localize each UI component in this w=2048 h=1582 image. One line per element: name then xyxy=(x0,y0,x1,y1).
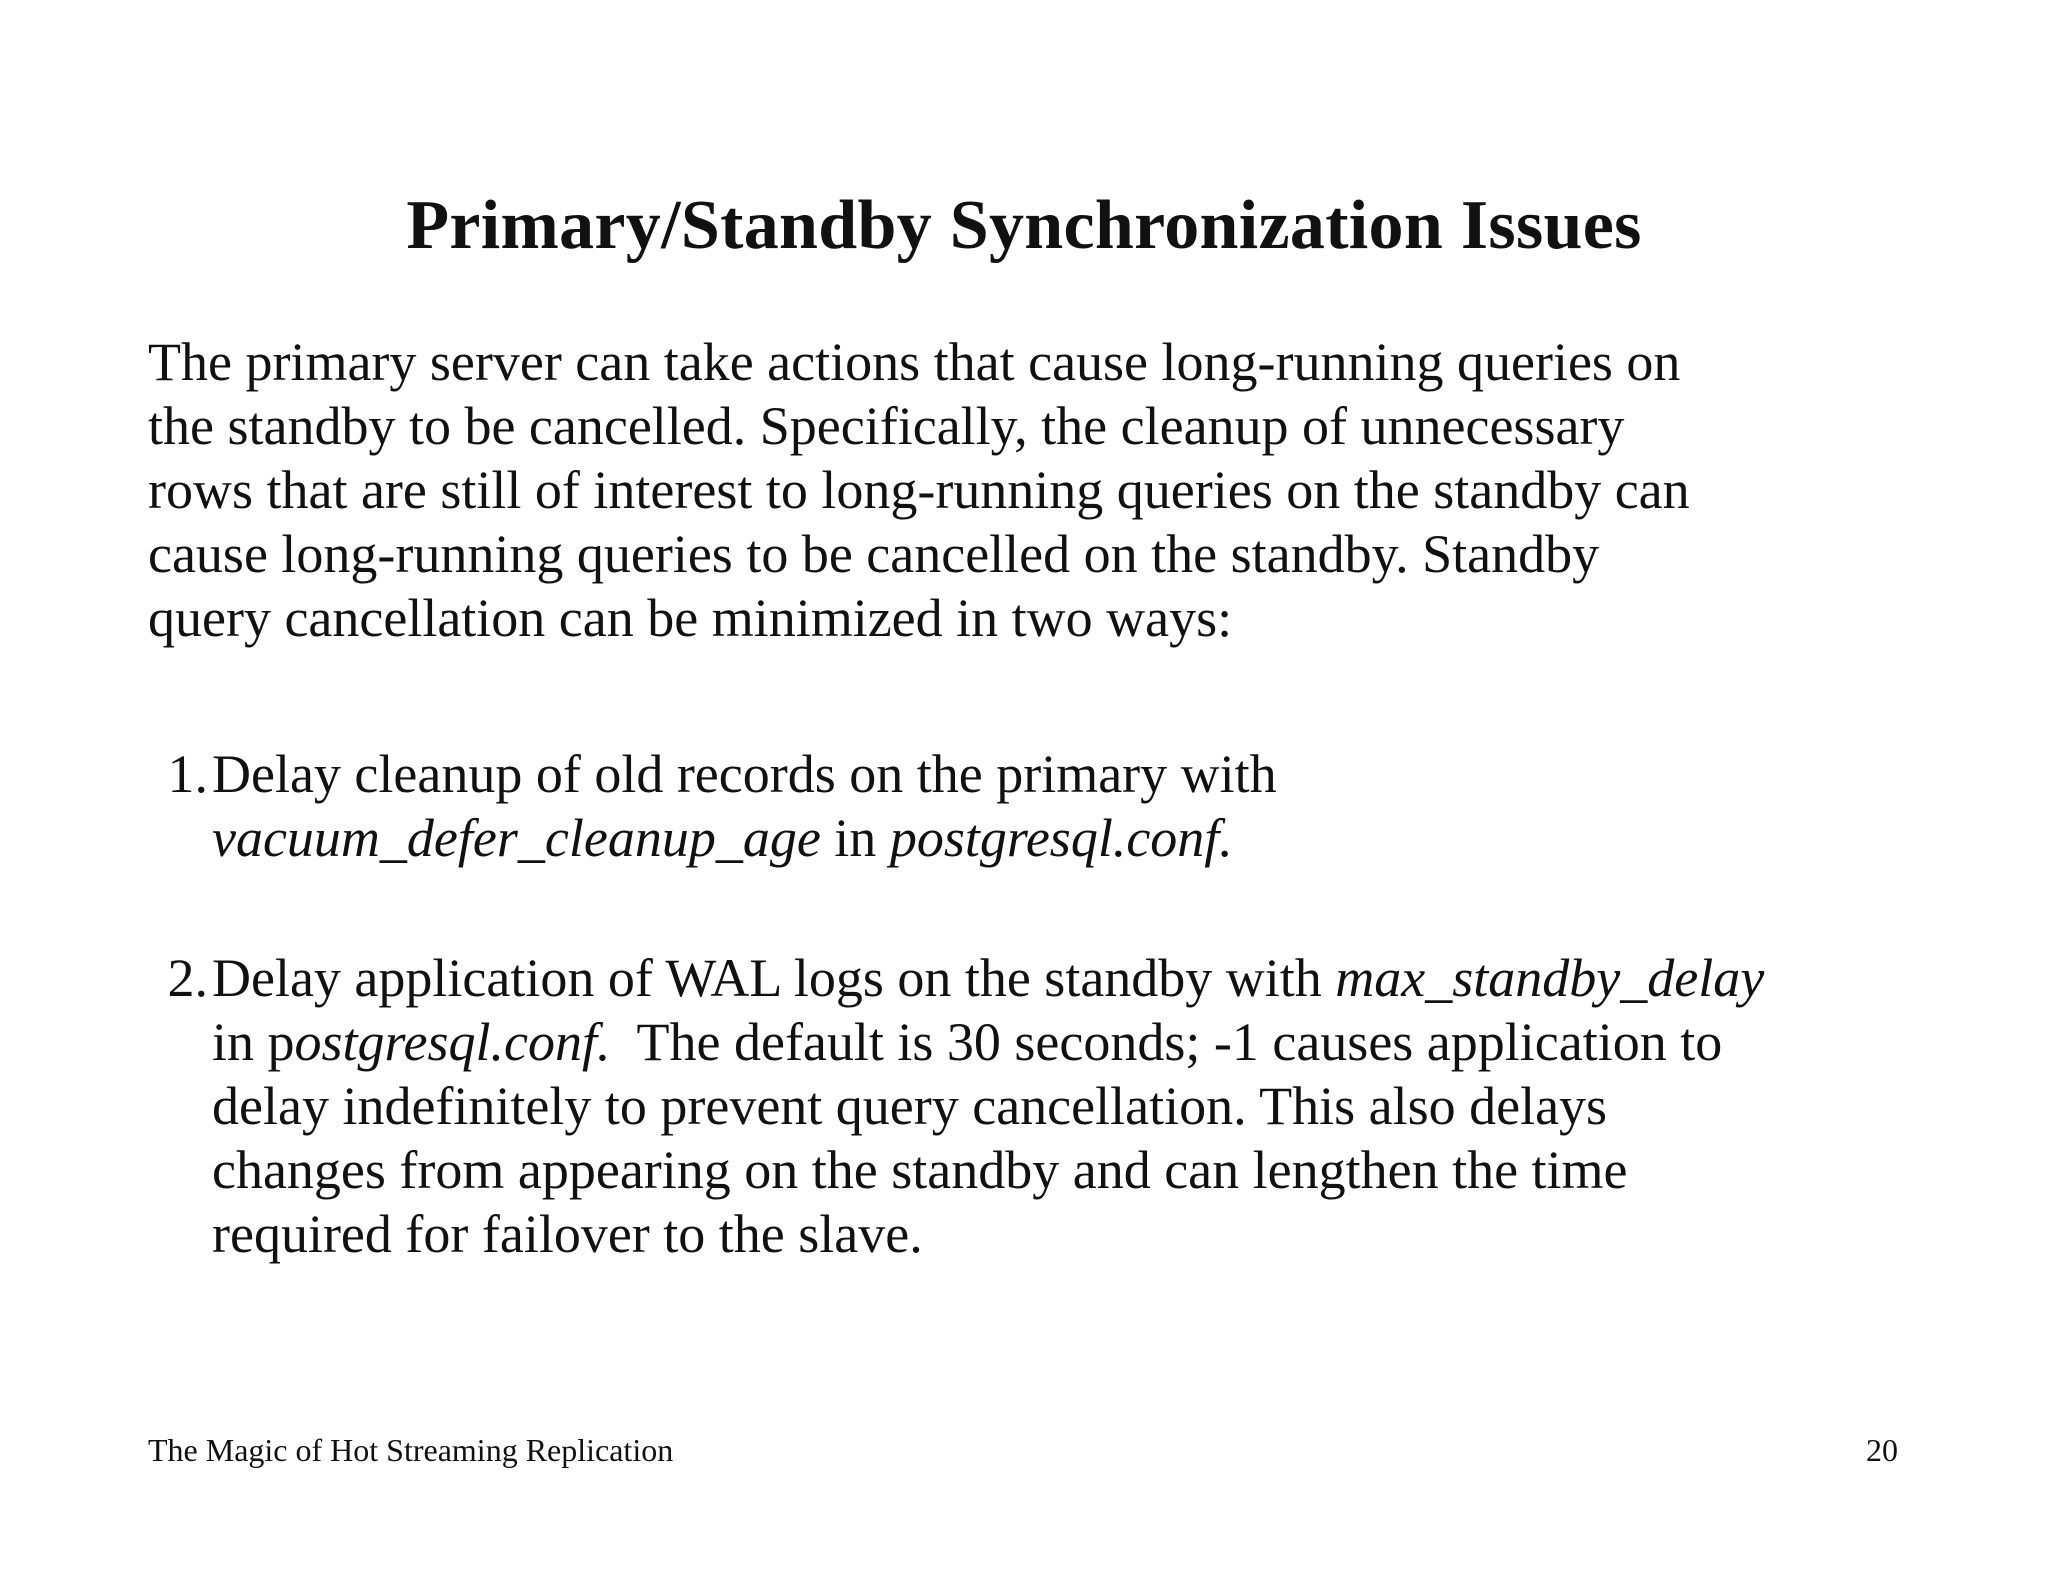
intro-line: query cancellation can be minimized in two ways: xyxy=(148,588,1233,648)
config-parameter: max_standby_delay xyxy=(1335,948,1765,1008)
config-file-name: postgresql.conf. xyxy=(889,808,1233,868)
connector-text: in xyxy=(820,808,890,868)
list-item-line: delay indefinitely to prevent query cancellation. This also delays xyxy=(212,1076,1608,1136)
list-item-body xyxy=(212,946,1932,1266)
list-item-line: required for failover to the slave. xyxy=(212,1204,923,1264)
line-text: Delay application of WAL logs on the standby with xyxy=(212,948,1336,1008)
line-text: The default is 30 seconds; -1 causes application to xyxy=(610,1012,1723,1072)
list-item-number: 2. xyxy=(167,948,208,1008)
slide-title: Primary/Standby Synchronization Issues xyxy=(406,187,1642,264)
list-item-line xyxy=(212,1010,1932,1074)
intro-line: the standby to be cancelled. Specifically, the cleanup of unnecessary xyxy=(148,396,1625,456)
config-file-name: ostgresql.conf. xyxy=(294,1012,611,1072)
intro-paragraph xyxy=(148,330,1908,650)
list-item-line xyxy=(212,946,1932,1010)
list-item-number: 1. xyxy=(167,744,208,804)
footer-presentation-title: The Magic of Hot Streaming Replication xyxy=(148,1432,674,1468)
list-item-line: changes from appearing on the standby and can lengthen the time xyxy=(212,1140,1628,1200)
line-text: in p xyxy=(212,1012,295,1072)
intro-line: rows that are still of interest to long-running queries on the standby can xyxy=(148,460,1690,520)
footer-page-number: 20 xyxy=(1866,1432,1898,1468)
list-item-line xyxy=(212,806,1932,870)
config-parameter: vacuum_defer_cleanup_age xyxy=(212,808,821,868)
list-item-body xyxy=(212,742,1932,870)
intro-line: The primary server can take actions that cause long-running queries on xyxy=(148,332,1681,392)
intro-line: cause long-running queries to be cancelled on the standby. Standby xyxy=(148,524,1600,584)
list-item-line: Delay cleanup of old records on the primary with xyxy=(212,744,1277,804)
